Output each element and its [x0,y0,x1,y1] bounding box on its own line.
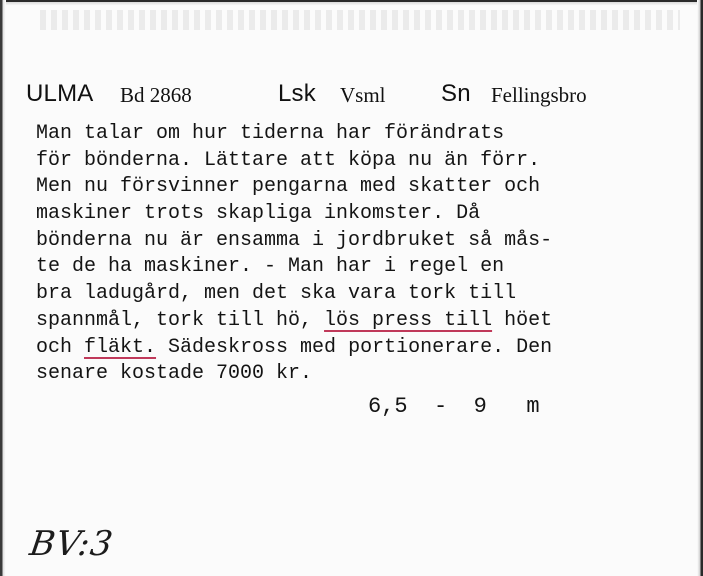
sn-value: Fellingsbro [491,83,587,107]
body-line-9 [36,335,676,362]
body-line-9-end: Sädeskross med portionerare. Den [156,335,553,359]
body-line-6: te de ha maskiner. - Man har i regel en [36,255,505,279]
body-line-7: bra ladugård, men det ska vara tork till [36,282,517,306]
body-line-8-start: spannmål, tork till hö, [36,308,325,332]
body-line-1: Man talar om hur tiderna har förändrats [36,122,505,145]
card-left-edge [0,0,6,576]
lsk-label: Lsk [278,80,316,107]
card-right-edge [697,0,703,576]
faint-bleedthrough-text [40,10,680,30]
handwritten-archive-code: BV:3 [27,524,117,564]
sn-label: Sn [441,80,471,107]
body-line-3: Men nu försvinner pengarna med skatter och [36,175,541,199]
ulma-value: Bd 2868 [120,83,192,107]
body-line-9-start: och [36,335,85,359]
body-line-4: maskiner trots skapliga inkomster. Då [36,202,481,226]
card-top-edge [0,0,703,6]
underlined-phrase-los-press-till: lös press till [324,308,493,332]
body-line-2: för bönderna. Lättare att köpa nu än förr. [36,148,541,172]
body-line-8 [36,308,676,335]
card-body-text [36,121,676,388]
underlined-word-flakt: fläkt. [84,335,157,359]
ulma-label: ULMA [26,80,94,107]
body-line-10: senare kostade 7000 kr. [36,362,313,386]
card-header [26,80,676,112]
measurement-note: 6,5 - 9 m [368,394,540,419]
lsk-value: Vsml [340,83,386,107]
body-line-8-end: höet [492,308,553,332]
body-line-5: bönderna nu är ensamma i jordbruket så mås- [36,228,553,252]
